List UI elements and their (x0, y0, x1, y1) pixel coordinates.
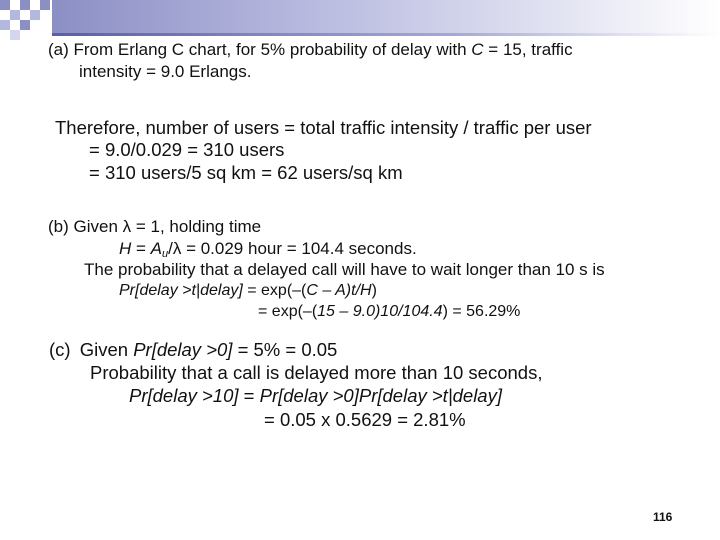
part-c-text-2: = 5% = 0.05 (232, 339, 338, 360)
part-a-text-2: = 15, traffic (483, 40, 573, 59)
therefore-line-3: = 310 users/5 sq km = 62 users/sq km (89, 162, 403, 183)
part-b-var-h: H (119, 239, 132, 258)
part-b-exp2-expr: 15 – 9.0)10/104.4 (317, 303, 443, 320)
part-a-label: (a) (48, 40, 69, 59)
part-b-text-2: /λ = 0.029 hour = 104.4 seconds. (168, 239, 417, 258)
therefore-line-1: Therefore, number of users = total traffic intensity / traffic per user (55, 117, 592, 138)
part-a-var-c: C (471, 40, 484, 59)
part-c-pr-expr: Pr[delay >0] (133, 339, 233, 360)
part-b-line-5 (258, 302, 520, 322)
part-c-line-4: = 0.05 x 0.5629 = 2.81% (264, 409, 466, 430)
page-number: 116 (653, 510, 673, 524)
part-c-pr-lhs: Pr[delay >10] (129, 385, 239, 406)
part-a-line-1 (48, 40, 573, 60)
part-b-exp-expr: C – A)t/H (306, 282, 372, 299)
therefore-line-2: = 9.0/0.029 = 310 users (89, 139, 285, 160)
part-b-var-a: A (150, 239, 162, 258)
part-b-line-3: The probability that a delayed call will have to wait longer than 10 s is (84, 260, 605, 279)
part-b-exp2-result: ) = 56.29% (442, 303, 521, 320)
part-b-sub-u: u (162, 248, 169, 260)
part-c-pr-rhs: Pr[delay >0]Pr[delay >t|delay] (259, 385, 502, 406)
part-b-pr-lhs: Pr[delay >t|delay] (119, 282, 243, 299)
part-b-text-1: Given λ = 1, holding time (73, 217, 262, 236)
part-c-label: (c) (49, 339, 71, 360)
part-c-eq: = (238, 385, 260, 406)
part-a-line-2: intensity = 9.0 Erlangs. (79, 62, 252, 81)
part-b-label: (b) (48, 217, 69, 236)
part-b-line-4 (119, 281, 377, 301)
part-b-line-1 (48, 217, 261, 237)
part-a-text-1: From Erlang C chart, for 5% probability of delay with (73, 40, 472, 59)
part-b-eq: = (131, 239, 151, 258)
part-b-exp2-open: = exp(–( (258, 303, 318, 320)
part-c-line-3 (129, 386, 502, 406)
part-c-line-1 (49, 340, 337, 360)
part-b-exp-close: ) (371, 282, 377, 299)
part-b-exp-open: = exp(–( (242, 282, 307, 299)
part-c-text-1: Given (79, 339, 134, 360)
part-c-line-2: Probability that a call is delayed more than 10 seconds, (90, 362, 543, 383)
